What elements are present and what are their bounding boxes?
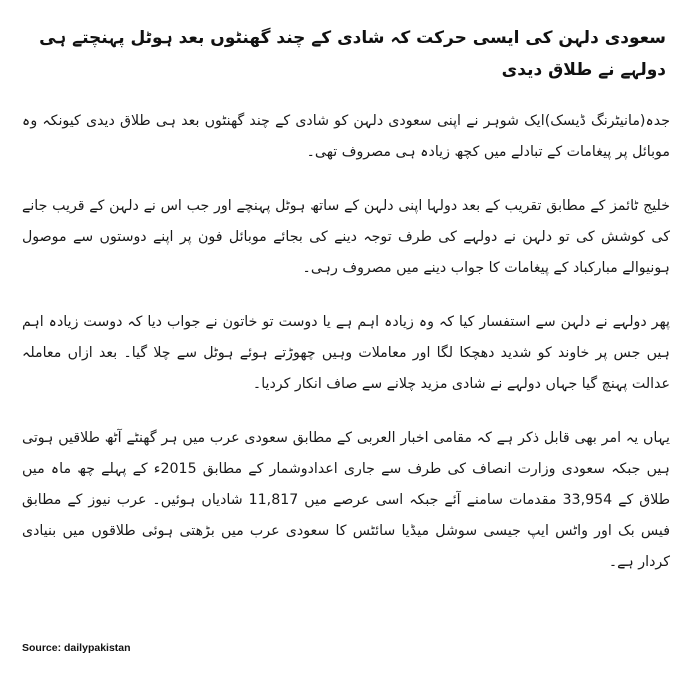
paragraph-1: جدہ(مانیٹرنگ ڈیسک)ایک شوہر نے اپنی سعودی دلہن کو شادی کے چند گھنٹوں بعد ہی طلاق دیدی کیونکہ وہ موبائل پر پیغامات کے تبادلے میں کچھ زیادہ ہی مصروف تھی۔ [22,113,670,160]
article-headline: سعودی دلہن کی ایسی حرکت کہ شادی کے چند گھنٹوں بعد ہوٹل پہنچتے ہی دولہے نے طلاق دیدی [39,28,666,80]
source-credit: Source: dailypakistan [22,642,131,654]
paragraph-2: خلیج ٹائمز کے مطابق تقریب کے بعد دولہا اپنی دلہن کے ساتھ ہوٹل پہنچے اور جب اس نے دلہن کے قریب جانے کی کوشش کی تو دلہن نے دولہے کی طرف توجہ دینے کی بجائے موبائل فون پر اپنے دوستوں سے موصول ہونیوالے مبارکباد کے پیغامات کا جواب دینے میں مصروف رہی۔ [22,198,670,276]
paragraph-4: یہاں یہ امر بھی قابل ذکر ہے کہ مقامی اخبار العربی کے مطابق سعودی عرب میں ہر گھنٹے آٹھ طلاقیں ہوتی ہیں جبکہ سعودی وزارت انصاف کی طرف سے جاری اعدادوشمار کے مطابق 2015ء کے پہلے چھ ماہ میں طلاق کے 33,954 مقدمات سامنے آئے جبکہ اسی عرصے میں 11,817 شادیاں ہوئیں۔ عرب نیوز کے مطابق فیس بک اور واٹس ایپ جیسی سوشل میڈیا سائٹس کا سعودی عرب میں بڑھتی ہوئی طلاقوں میں بنیادی کردار ہے۔ [22,430,670,570]
paragraph-3: پھر دولہے نے دلہن سے استفسار کیا کہ وہ زیادہ اہم ہے یا دوست تو خاتون نے جواب دیا کہ دوست زیادہ اہم ہیں جس پر خاوند کو شدید دھچکا لگا اور معاملات وہیں چھوڑتے ہوئے ہوٹل سے چلا گیا۔ بعد ازاں معاملہ عدالت پہنچ گیا جہاں دولہے نے شادی مزید چلانے سے صاف انکار کردیا۔ [22,314,670,392]
